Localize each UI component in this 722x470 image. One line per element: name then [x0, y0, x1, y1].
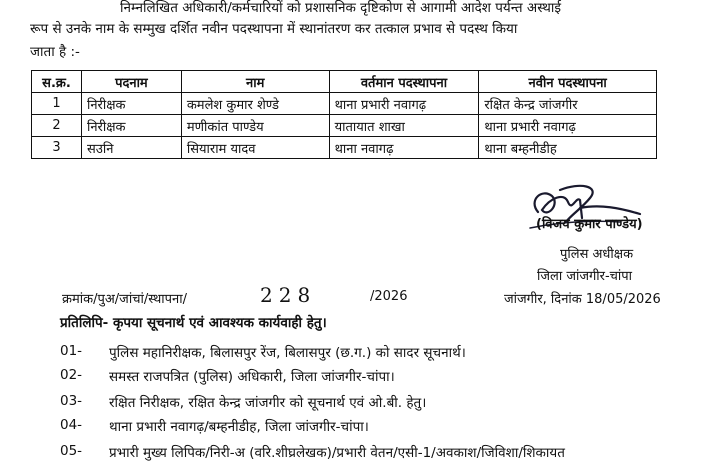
reference-year: /2026: [370, 289, 408, 304]
cell-serial: 3: [32, 137, 82, 159]
copy-heading: प्रतिलिपि- कृपया सूचनार्थ एवं आवश्यक कार्यवाही हेतु।: [60, 315, 327, 331]
cell-name: मणीकांत पाण्डेय: [181, 115, 329, 137]
cell-new-posting: रक्षित केन्द्र जांजगीर: [479, 93, 657, 115]
cell-new-posting: थाना बम्हनीडीह: [479, 137, 657, 159]
table-row: [32, 115, 657, 137]
copy-item-text: पुलिस महानिरीक्षक, बिलासपुर रेंज, बिलासपुर (छ.ग.) को सादर सूचनार्थ।: [109, 345, 466, 361]
table-header-row: [32, 71, 657, 93]
header-serial: स.क्र.: [32, 71, 82, 93]
reference-label: क्रमांक/पुअ/जांचां/स्थापना/: [62, 292, 188, 307]
intro-line-2: रूप से उनके नाम के सम्मुख दर्शित नवीन पदस्थापना में स्थानांतरण कर तत्काल प्रभाव से पदस्थ किया: [30, 21, 518, 37]
cell-serial: 1: [32, 93, 82, 115]
cell-designation: निरीक्षक: [81, 115, 181, 137]
cell-serial: 2: [32, 115, 82, 137]
cell-name: सियाराम यादव: [181, 137, 329, 159]
intro-line-3: जाता है :-: [30, 44, 80, 60]
cell-current-posting: थाना प्रभारी नवागढ़: [329, 93, 479, 115]
header-current-posting: वर्तमान पदस्थापना: [329, 71, 479, 93]
copy-item-number: 03-: [60, 393, 83, 409]
copy-item-number: 04-: [60, 417, 83, 433]
cell-current-posting: यातायात शाखा: [329, 115, 479, 137]
cell-current-posting: थाना नवागढ़: [329, 137, 479, 159]
reference-number: 228: [260, 283, 317, 307]
cell-designation: निरीक्षक: [81, 93, 181, 115]
place-and-date: जांजगीर, दिनांक 18/05/2026: [504, 292, 661, 307]
table-row: [32, 93, 657, 115]
intro-line-1: निम्नलिखित अधिकारी/कर्मचारियों को प्रशासनिक दृष्टिकोण से आगामी आदेश पर्यन्त अस्थाई: [120, 0, 561, 16]
signatory-designation: पुलिस अधीक्षक: [560, 247, 634, 262]
header-name: नाम: [181, 71, 329, 93]
header-designation: पदनाम: [81, 71, 181, 93]
cell-new-posting: थाना प्रभारी नवागढ़: [479, 115, 657, 137]
copy-item-number: 05-: [60, 443, 83, 459]
copy-item-text: समस्त राजपत्रित (पुलिस) अधिकारी, जिला जांजगीर-चांपा।: [109, 369, 395, 385]
copy-item-text: प्रभारी मुख्य लिपिक/निरी-अ (वरि.शीघ्रलेखक)/प्रभारी वेतन/एसी-1/अवकाश/जिविशा/शिकायत: [109, 445, 565, 461]
copy-item-text: थाना प्रभारी नवागढ़/बम्हनीडीह, जिला जांजगीर-चांपा।: [109, 419, 369, 435]
table-row: [32, 137, 657, 159]
copy-item-text: रक्षित निरीक्षक, रक्षित केन्द्र जांजगीर को सूचनार्थ एवं ओ.बी. हेतु।: [109, 395, 427, 411]
cell-name: कमलेश कुमार शेण्डे: [181, 93, 329, 115]
header-new-posting: नवीन पदस्थापना: [479, 71, 657, 93]
cell-designation: सउनि: [81, 137, 181, 159]
copy-item-number: 02-: [60, 367, 83, 383]
copy-item-number: 01-: [60, 343, 83, 359]
transfer-table: [31, 70, 657, 159]
signatory-office: जिला जांजगीर-चांपा: [537, 269, 633, 284]
signatory-name: (विजय कुमार पाण्डेय): [536, 217, 643, 232]
